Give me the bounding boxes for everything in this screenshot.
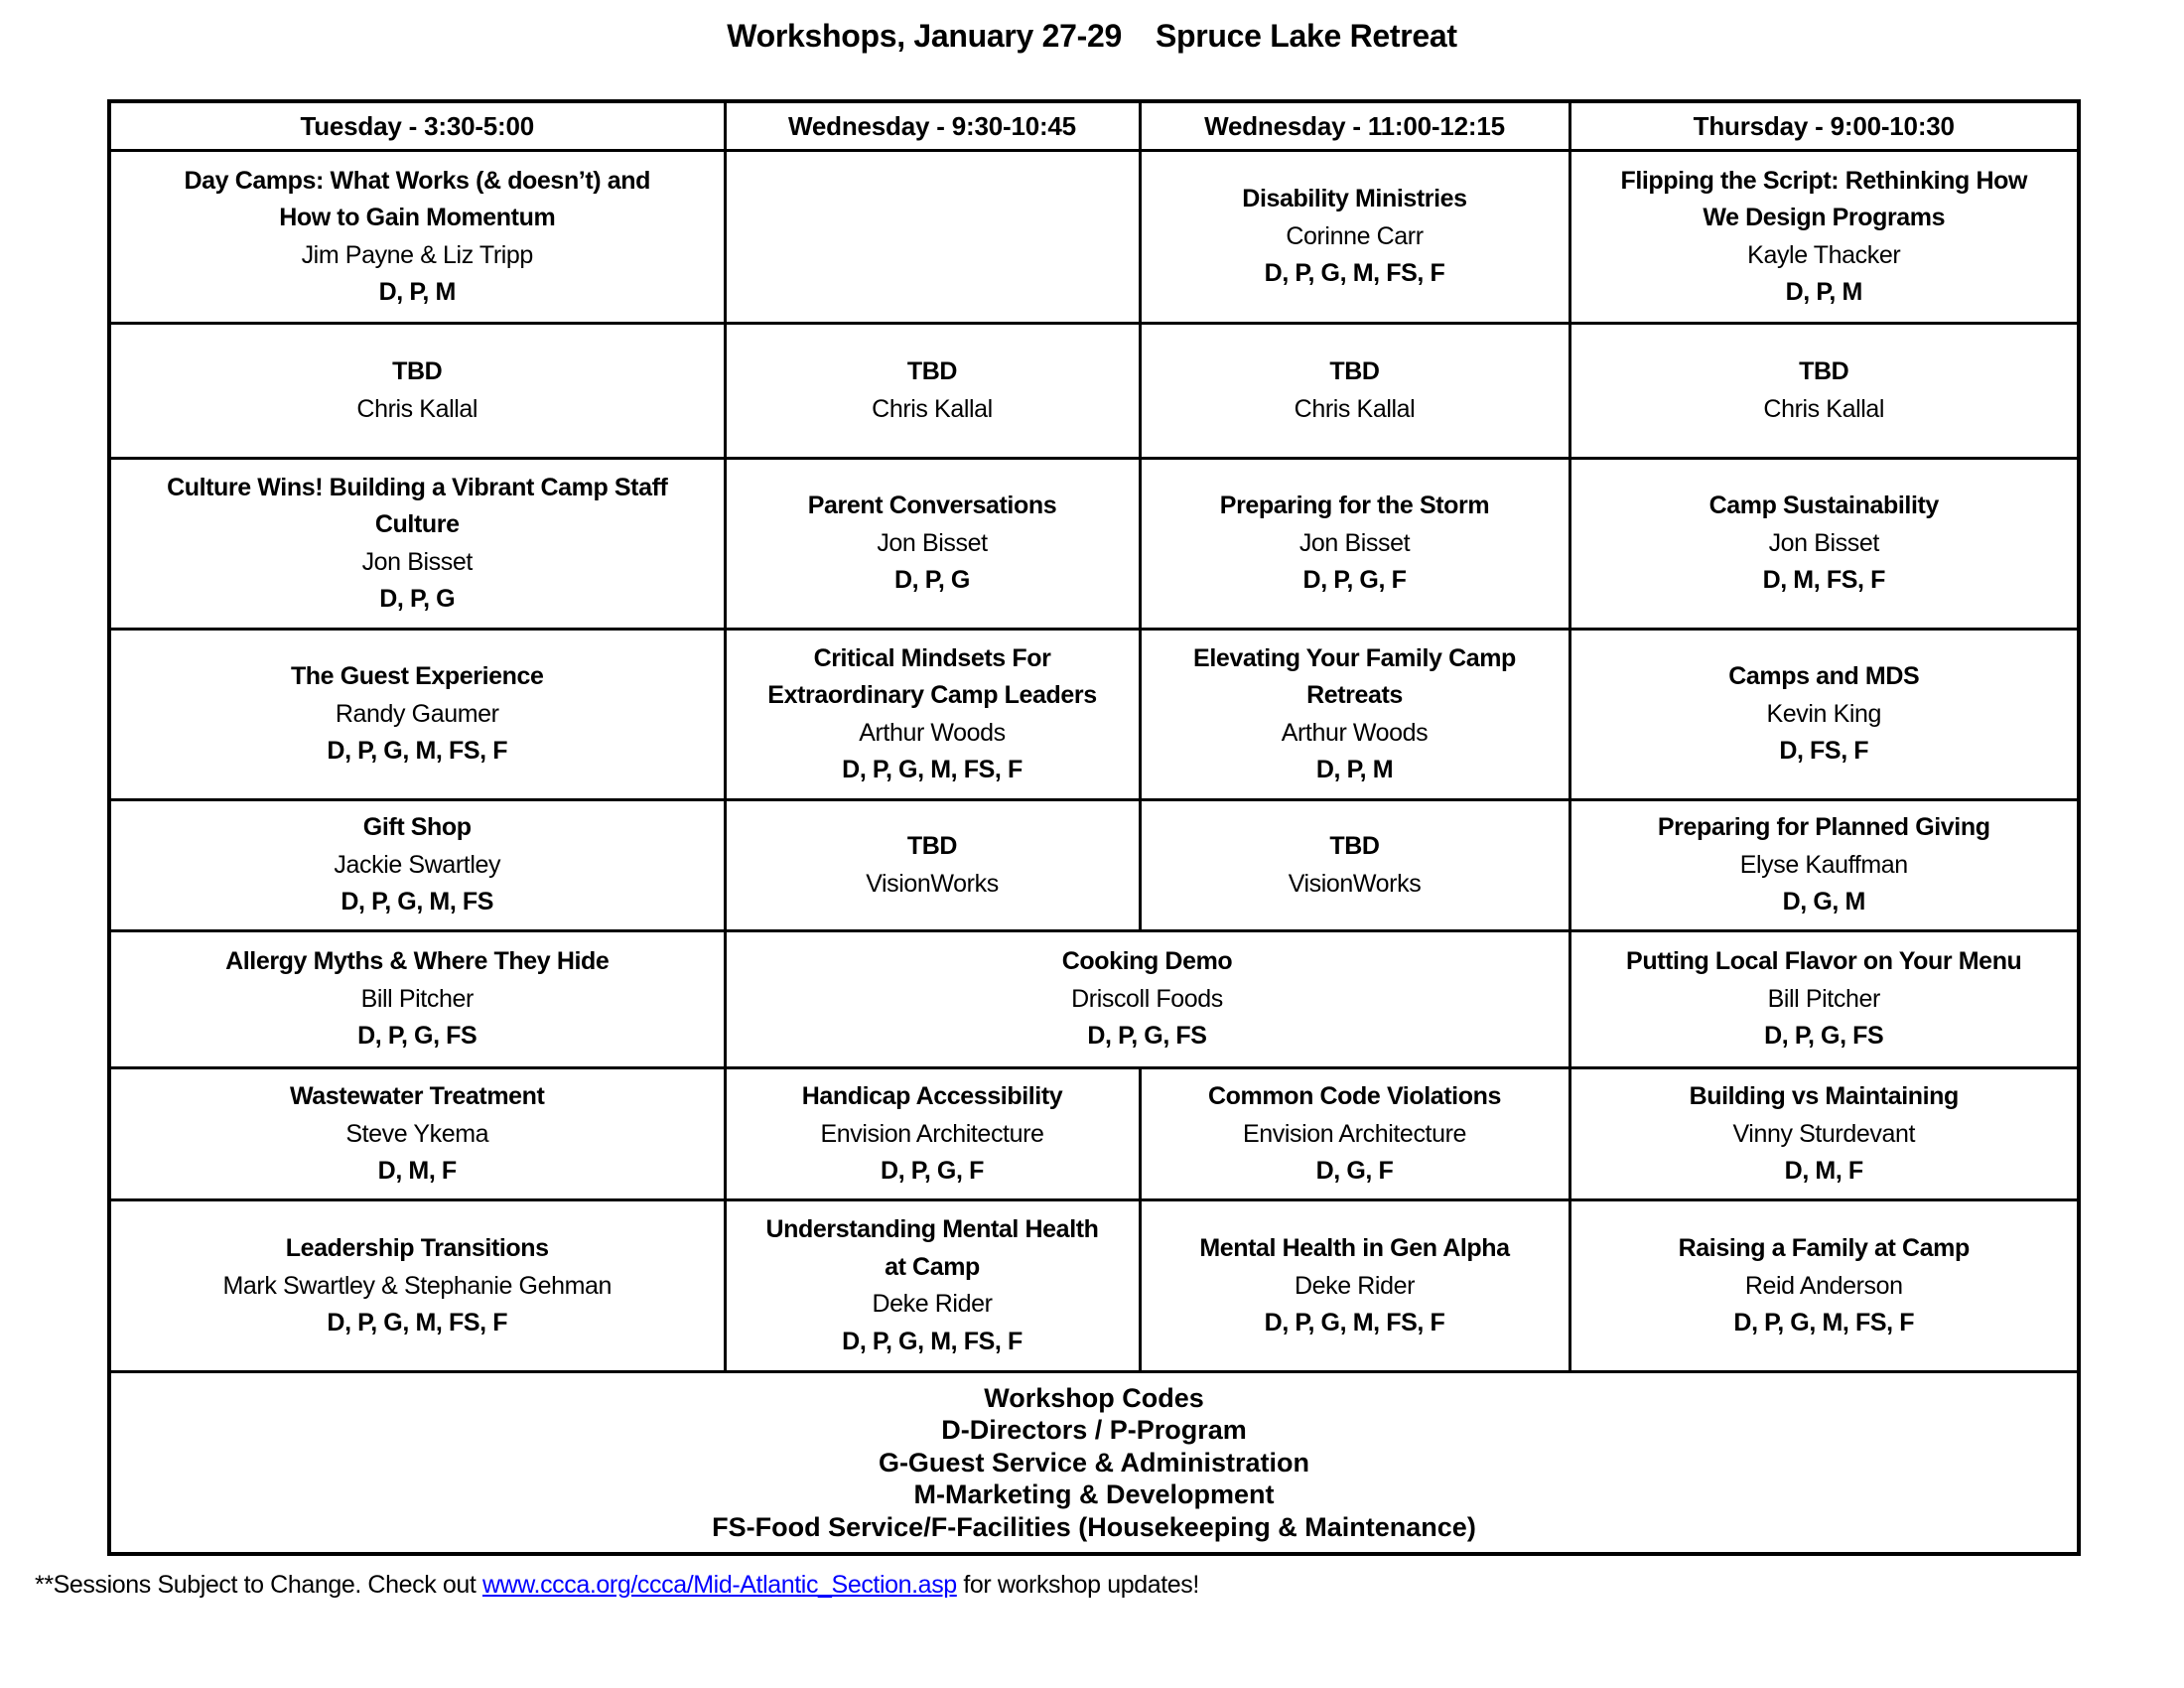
session-title: Raising a Family at Camp [1678, 1234, 1970, 1263]
session-presenter: Kayle Thacker [1747, 240, 1901, 269]
session-cell [725, 630, 1140, 800]
session-title: TBD [906, 357, 958, 386]
title-main: Workshops, January 27-29 [727, 18, 1122, 54]
session-codes: D, P, G, M, FS, F [1733, 1309, 1915, 1337]
legend-heading: Workshop Codes [984, 1382, 1204, 1413]
session-presenter: Bill Pitcher [1767, 984, 1880, 1013]
session-presenter: Arthur Woods [1281, 718, 1429, 747]
session-title: Culture Wins! Building a Vibrant Camp Staff [167, 473, 668, 501]
session-cell [109, 630, 725, 800]
session-title: Wastewater Treatment [290, 1082, 545, 1111]
session-cell [725, 1200, 1140, 1372]
session-cell [109, 1068, 725, 1200]
session-cell [1570, 931, 2079, 1068]
session-cell [1140, 324, 1570, 459]
session-presenter: Randy Gaumer [335, 699, 499, 728]
session-cell [1570, 1200, 2079, 1372]
column-header-wednesday-am1: Wednesday - 9:30-10:45 [725, 101, 1140, 151]
session-presenter: Chris Kallal [1294, 394, 1416, 423]
session-presenter: Chris Kallal [872, 394, 993, 423]
session-title: TBD [1799, 357, 1849, 386]
session-presenter: Envision Architecture [820, 1119, 1044, 1148]
session-presenter: Jim Payne & Liz Tripp [301, 240, 533, 269]
session-title: Parent Conversations [807, 492, 1057, 520]
session-cell [1140, 630, 1570, 800]
legend-line: G-Guest Service & Administration [878, 1447, 1310, 1477]
session-codes: D, P, G, M, FS, F [842, 756, 1023, 784]
session-cell [1570, 1068, 2079, 1200]
workshop-updates-link[interactable]: www.ccca.org/ccca/Mid-Atlantic_Section.asp [481, 1571, 957, 1599]
session-presenter: Corinne Carr [1286, 221, 1424, 250]
session-codes: D, M, F [1784, 1157, 1863, 1186]
session-presenter: VisionWorks [866, 869, 999, 898]
session-cell [1140, 151, 1570, 324]
session-presenter: Vinny Sturdevant [1732, 1119, 1916, 1148]
column-header-wednesday-am2: Wednesday - 11:00-12:15 [1140, 101, 1570, 151]
session-title: TBD [392, 357, 443, 386]
header-row [109, 101, 2079, 151]
column-header-tuesday: Tuesday - 3:30-5:00 [109, 101, 725, 151]
session-cell [109, 931, 725, 1068]
session-title: Elevating Your Family Camp [1193, 643, 1516, 672]
session-cell [1140, 459, 1570, 630]
session-title: Allergy Myths & Where They Hide [225, 947, 610, 976]
session-cell [725, 800, 1140, 931]
session-presenter: Deke Rider [872, 1290, 993, 1319]
session-title: at Camp [885, 1252, 980, 1281]
legend-line: M-Marketing & Development [913, 1479, 1275, 1510]
session-title: Disability Ministries [1242, 185, 1467, 213]
session-row [109, 1068, 2079, 1200]
session-title: Gift Shop [362, 813, 472, 842]
session-codes: D, P, G [894, 566, 970, 595]
session-row [109, 800, 2079, 931]
footer-suffix: for workshop updates! [956, 1571, 1199, 1599]
session-cell [725, 324, 1140, 459]
session-presenter: Mark Swartley & Stephanie Gehman [222, 1271, 613, 1300]
session-codes: D, FS, F [1779, 737, 1869, 766]
session-row [109, 630, 2079, 800]
session-title: Handicap Accessibility [801, 1082, 1063, 1111]
session-presenter: Jackie Swartley [334, 850, 501, 879]
session-codes: D, G, M [1782, 888, 1865, 916]
session-title: Building vs Maintaining [1689, 1082, 1959, 1111]
session-row [109, 931, 2079, 1068]
session-presenter: Deke Rider [1294, 1271, 1416, 1300]
session-presenter: Reid Anderson [1744, 1271, 1903, 1300]
session-codes: D, P, G, FS [357, 1022, 478, 1051]
session-title: How to Gain Momentum [279, 204, 556, 232]
session-cell [1570, 151, 2079, 324]
session-title: Cooking Demo [1061, 947, 1233, 976]
session-title: TBD [1329, 832, 1380, 861]
session-row [109, 151, 2079, 324]
session-title: Culture [374, 510, 460, 539]
session-presenter: Jon Bisset [1298, 528, 1411, 557]
session-presenter: Driscoll Foods [1071, 984, 1223, 1013]
session-title: Preparing for the Storm [1219, 492, 1490, 520]
session-codes: D, P, G, M, FS, F [1264, 1309, 1445, 1337]
session-codes: D, M, FS, F [1762, 566, 1885, 595]
session-title: We Design Programs [1703, 204, 1946, 232]
session-codes: D, P, G, M, FS, F [1264, 259, 1445, 288]
session-title: TBD [1329, 357, 1380, 386]
session-presenter: Jon Bisset [877, 528, 988, 557]
session-title: Leadership Transitions [285, 1234, 549, 1263]
session-codes: D, P, G, M, FS, F [327, 1309, 508, 1337]
session-cell [1570, 800, 2079, 931]
session-title: Extraordinary Camp Leaders [767, 681, 1097, 710]
session-presenter: Envision Architecture [1242, 1119, 1467, 1148]
session-presenter: Steve Ykema [345, 1119, 489, 1148]
session-codes: D, P, G, F [881, 1157, 984, 1186]
session-title: TBD [906, 832, 958, 861]
session-codes: D, P, G, M, FS, F [842, 1327, 1023, 1355]
session-cell [1140, 1068, 1570, 1200]
session-presenter: Arthur Woods [859, 718, 1006, 747]
legend-line: D-Directors / P-Program [941, 1415, 1247, 1446]
legend-row [109, 1372, 2079, 1554]
session-codes: D, P, G, FS [1087, 1022, 1207, 1051]
session-cell [109, 800, 725, 931]
session-codes: D, P, G, F [1302, 566, 1407, 595]
session-title: Putting Local Flavor on Your Menu [1626, 947, 2022, 976]
session-title: Retreats [1306, 681, 1403, 710]
session-presenter: Jon Bisset [1768, 528, 1879, 557]
session-row [109, 324, 2079, 459]
session-title: Preparing for Planned Giving [1657, 813, 1990, 842]
session-codes: D, P, G [379, 585, 456, 614]
session-cell [725, 1068, 1140, 1200]
session-title: Day Camps: What Works (& doesn’t) and [184, 166, 650, 195]
session-cell [109, 1200, 725, 1372]
session-cell [725, 459, 1140, 630]
session-cell [109, 324, 725, 459]
session-title: Camps and MDS [1728, 662, 1920, 691]
session-presenter: Elyse Kauffman [1739, 850, 1908, 879]
session-presenter: Chris Kallal [1763, 394, 1885, 423]
session-title: Flipping the Script: Rethinking How [1620, 166, 2028, 195]
session-cell [725, 931, 1570, 1068]
workshop-codes-legend [109, 1372, 2079, 1554]
session-title: Understanding Mental Health [765, 1215, 1099, 1244]
session-title: Camp Sustainability [1708, 492, 1939, 520]
footer-prefix: **Sessions Subject to Change. Check out [35, 1571, 482, 1599]
session-codes: D, P, G, FS [1764, 1022, 1884, 1051]
session-cell [1570, 324, 2079, 459]
session-presenter: Chris Kallal [356, 394, 478, 423]
session-title: Critical Mindsets For [813, 643, 1051, 672]
legend-line: FS-Food Service/F-Facilities (Housekeeping & Maintenance) [712, 1511, 1476, 1542]
session-presenter: Bill Pitcher [360, 984, 474, 1013]
session-presenter: Jon Bisset [361, 547, 473, 576]
session-cell [109, 459, 725, 630]
session-cell [1140, 1200, 1570, 1372]
session-codes: D, P, G, M, FS [341, 888, 494, 916]
column-header-thursday: Thursday - 9:00-10:30 [1570, 101, 2079, 151]
session-cell [109, 151, 725, 324]
session-title: The Guest Experience [290, 662, 544, 691]
session-codes: D, P, M [1315, 756, 1394, 784]
workshop-schedule-table [107, 99, 2081, 1556]
session-codes: D, G, F [1315, 1157, 1394, 1186]
session-cell [1570, 630, 2079, 800]
session-codes: D, P, M [1785, 278, 1862, 307]
footer-note [35, 1571, 1199, 1600]
session-codes: D, M, F [377, 1157, 457, 1186]
empty-session-cell [725, 151, 1140, 324]
session-title: Common Code Violations [1208, 1082, 1501, 1111]
page-title [0, 18, 2184, 55]
session-row [109, 459, 2079, 630]
session-presenter: VisionWorks [1288, 869, 1422, 898]
session-cell [1570, 459, 2079, 630]
session-presenter: Kevin King [1766, 699, 1882, 728]
session-cell [1140, 800, 1570, 931]
session-title: Mental Health in Gen Alpha [1199, 1234, 1510, 1263]
session-codes: D, P, G, M, FS, F [327, 737, 508, 766]
title-venue: Spruce Lake Retreat [1155, 18, 1457, 54]
session-codes: D, P, M [378, 278, 456, 307]
session-row [109, 1200, 2079, 1372]
